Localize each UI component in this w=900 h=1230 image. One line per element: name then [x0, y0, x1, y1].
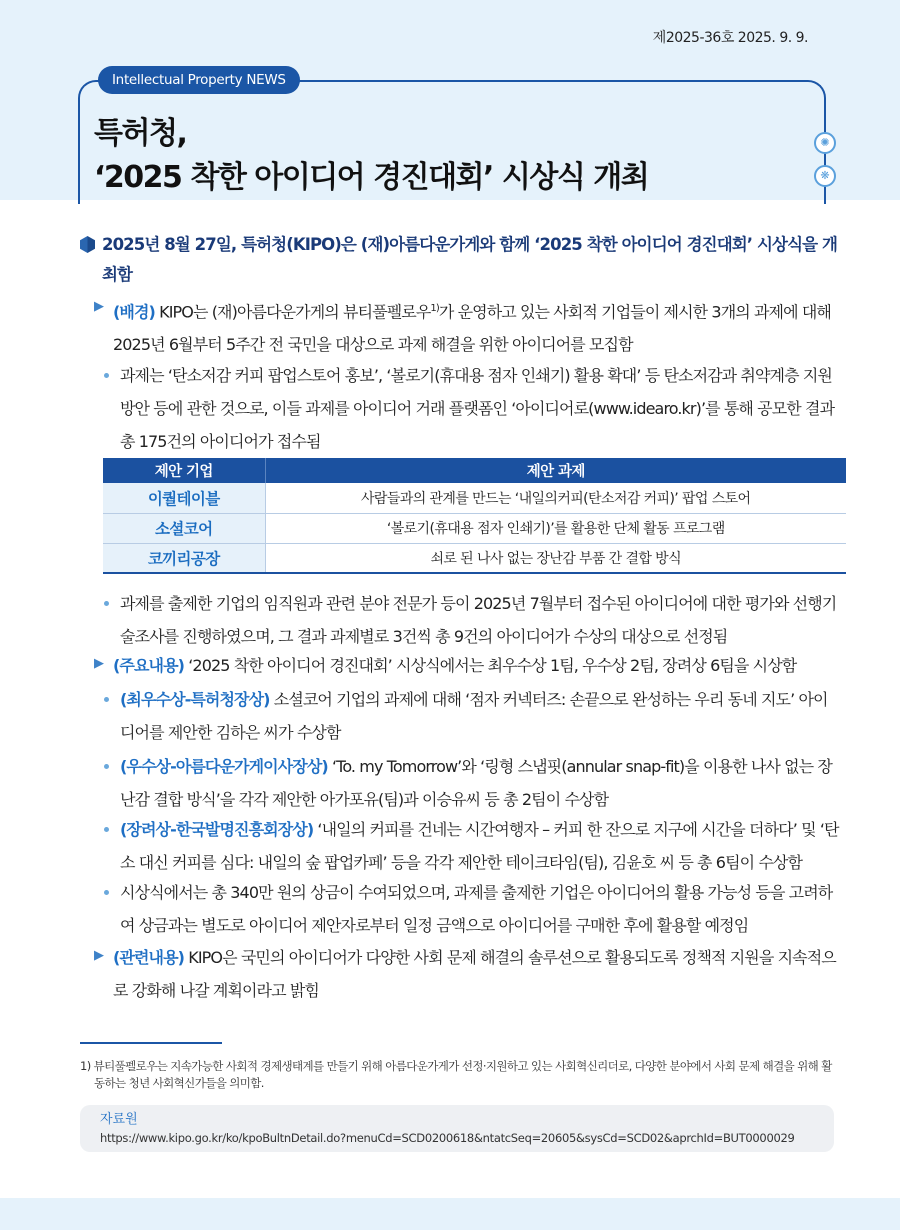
company-cell: 이퀄테이블 [103, 483, 265, 513]
task-cell: ‘볼로기(휴대용 점자 인쇄기)’를 활용한 단체 활동 프로그램 [265, 513, 846, 543]
footnote-divider [80, 1042, 222, 1044]
company-cell: 소셜코어 [103, 513, 265, 543]
dot-bullet-icon [104, 764, 109, 769]
table-row [103, 483, 846, 513]
bullet-evaluation: 과제를 출제한 기업의 임직원과 관련 분야 전문가 등이 2025년 7월부터 접수된 아이디어에 대한 평가와 선행기술조사를 진행하였으며, 그 결과 과제별로 3건씩 총 9건의 아이디어가 수상의 대상으로 선정됨 [120, 594, 837, 646]
news-badge: Intellectual Property NEWS [98, 66, 300, 94]
award-excellence [120, 750, 842, 816]
table-row [103, 543, 846, 573]
company-cell: 코끼리공장 [103, 543, 265, 573]
bullet-tasks: 과제는 ‘탄소저감 커피 팝업스토어 홍보’, ‘볼로기(휴대용 점자 인쇄기) 활용 확대’ 등 탄소저감과 취약계층 지원 방안 등에 관한 것으로, 이들 과제를 아이디어 거래 플랫폼인 ‘아이디어로(www.idearo.kr)’를 통해 공모한 결과 총 175건의 아이디어가 접수됨 [120, 366, 835, 451]
triangle-bullet-icon: ▶ [94, 656, 104, 671]
award-text: 소셜코어 기업의 과제에 대해 ‘점자 커넥터즈: 손끝으로 완성하는 우리 동네 지도’ 아이디어를 제안한 김하은 씨가 수상함 [120, 690, 828, 742]
task-cell: 사람들과의 관계를 만드는 ‘내일의커피(탄소저감 커피)’ 팝업 스토어 [265, 483, 846, 513]
column-header-company: 제안 기업 [103, 458, 265, 483]
footnote-ref: 1) [430, 303, 439, 314]
main-content-paragraph [113, 649, 848, 682]
award-text: ‘내일의 커피를 건네는 시간여행자 – 커피 한 잔으로 지구에 시간을 더하다’ 및 ‘탄소 대신 커피를 심다: 내일의 숲 팝업카페’ 등을 각각 제안한 테이크타임(팀), 김윤호 씨 등 총 6팀이 수상함 [120, 820, 839, 872]
issue-number: 제2025-36호 2025. 9. 9. [652, 30, 808, 46]
related-text: KIPO은 국민의 아이디어가 다양한 사회 문제 해결의 솔루션으로 활용되도록 정책적 지원을 지속적으로 강화해 나갈 계획이라고 밝힘 [113, 948, 836, 1000]
dot-bullet-icon [104, 890, 109, 895]
page-title [94, 112, 648, 200]
main-text: ‘2025 착한 아이디어 경진대회’ 시상식에서는 최우수상 1팀, 우수상 2팀, 장려상 6팀을 시상함 [184, 656, 797, 675]
source-box [80, 1105, 834, 1152]
background-label: (배경) [113, 302, 155, 322]
background-text: KIPO는 (재)아름다운가게의 뷰티풀펠로우 [154, 302, 431, 322]
task-cell: 쇠로 된 나사 없는 장난감 부품 간 결합 방식 [265, 543, 846, 573]
triangle-bullet-icon: ▶ [94, 299, 104, 314]
idea-icon: ✺ [814, 132, 836, 154]
table-row [103, 513, 846, 543]
award-text: ‘To. my Tomorrow’와 ‘링형 스냅핏(annular snap-fit)을 이용한 나사 없는 장난감 결합 방식’을 각각 제안한 아가포유(팀)과 이승유씨 등 총 2팀이 수상함 [120, 757, 832, 809]
background-paragraph [113, 292, 843, 361]
network-icon: ❋ [814, 165, 836, 187]
column-header-task: 제안 과제 [265, 458, 846, 483]
award-label: (장려상-한국발명진흥회장상) [120, 820, 314, 839]
main-label: (주요내용) [113, 656, 185, 675]
title-line-1: 특허청, [94, 116, 187, 151]
source-url[interactable]: https://www.kipo.go.kr/ko/kpoBultnDetail.do?menuCd=SCD0200618&ntatcSeq=20605&sysCd=SCD02&aprchId=BUT0000029 [100, 1131, 795, 1145]
dot-bullet-icon [104, 827, 109, 832]
related-label: (관련내용) [113, 948, 185, 967]
award-grand [120, 683, 842, 749]
proposal-table [103, 458, 846, 574]
footnote: 1) 뷰티풀펠로우는 지속가능한 사회적 경제생태계를 만들기 위해 아름다운가게가 선정·지원하고 있는 사회혁신리더로, 다양한 분야에서 사회 문제 해결을 위해 활동하는 청년 사회혁신가들을 의미함. [80, 1059, 832, 1090]
background-text-cont: 가 운영하고 있는 사회적 기업들이 제시한 3개의 과제에 대해 2025년 6월부터 5주간 전 국민을 대상으로 과제 해결을 위한 아이디어를 모집함 [113, 302, 831, 355]
award-label: (최우수상-특허청장상) [120, 690, 270, 709]
table-header-row [103, 458, 846, 483]
source-title: 자료원 [100, 1112, 138, 1127]
dot-bullet-icon [104, 601, 109, 606]
cube-bullet-icon [80, 236, 95, 253]
dot-bullet-icon [104, 373, 109, 378]
title-line-2: ‘2025 착한 아이디어 경진대회’ 시상식 개최 [94, 160, 649, 195]
related-paragraph [113, 941, 846, 1007]
triangle-bullet-icon: ▶ [94, 948, 104, 963]
dot-bullet-icon [104, 697, 109, 702]
headline: 2025년 8월 27일, 특허청(KIPO)은 (재)아름다운가게와 함께 ‘2025 착한 아이디어 경진대회’ 시상식을 개최함 [102, 235, 838, 284]
award-encouragement [120, 813, 842, 879]
footer-band [0, 1198, 900, 1230]
award-label: (우수상-아름다운가게이사장상) [120, 757, 328, 776]
bullet-prize: 시상식에서는 총 340만 원의 상금이 수여되었으며, 과제를 출제한 기업은 아이디어의 활용 가능성 등을 고려하여 상금과는 별도로 아이디어 제안자로부터 일정 금액으로 아이디어를 구매한 후에 활용할 예정임 [120, 883, 833, 935]
